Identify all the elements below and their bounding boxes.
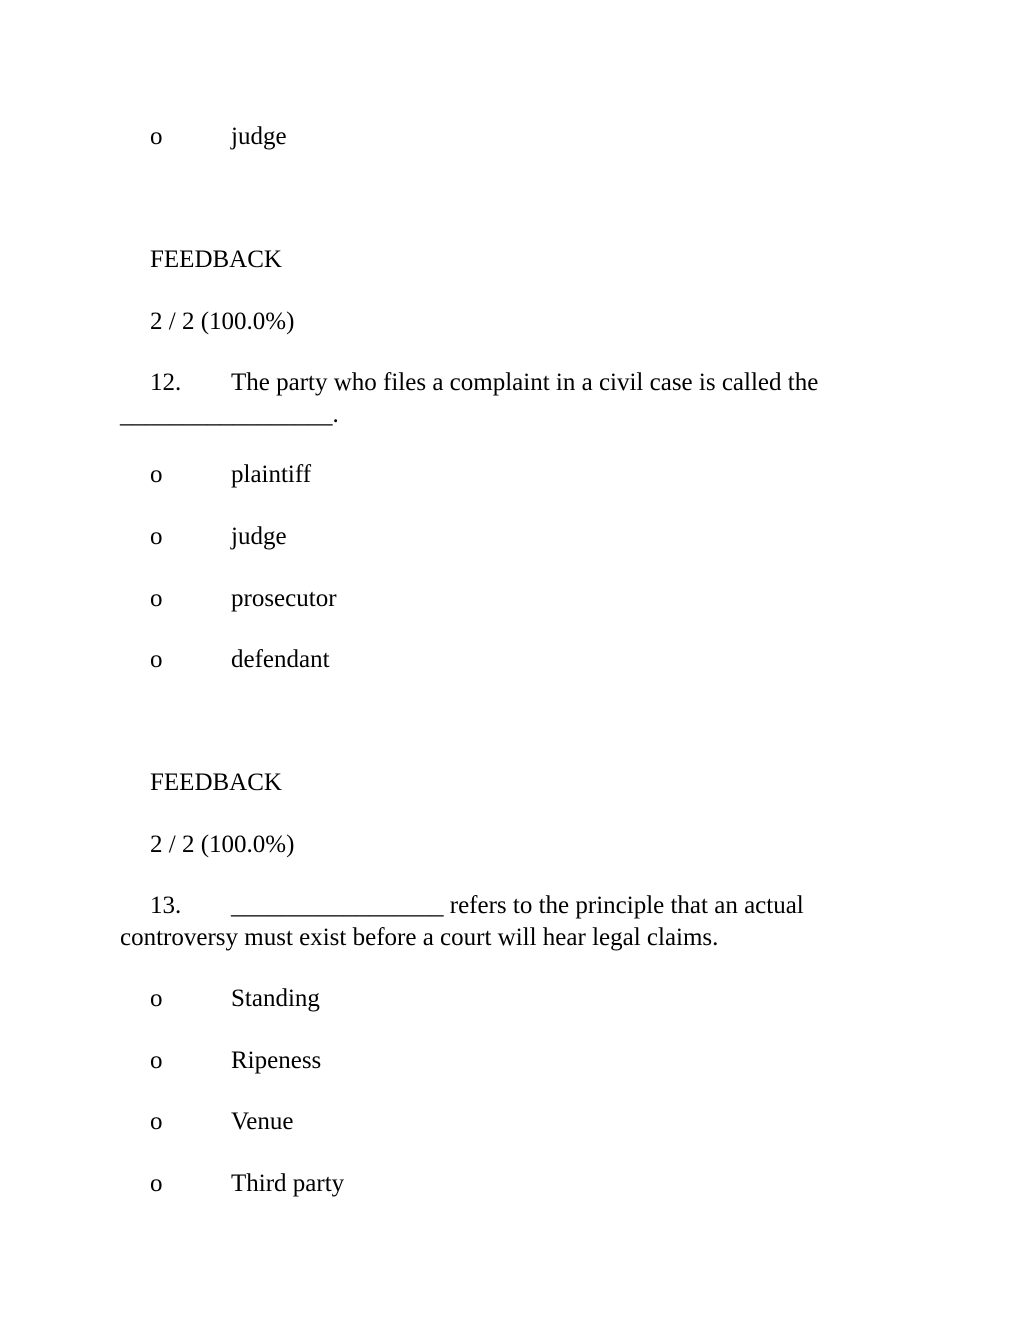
question-text: _________________ refers to the principle that an actual [231,892,804,919]
answer-option: judge [231,123,287,150]
option-marker: o [150,523,163,550]
option-marker: o [150,461,163,488]
feedback-label: FEEDBACK [150,769,282,796]
question-text: The party who files a complaint in a civil case is called the [231,369,819,396]
score-text: 2 / 2 (100.0%) [150,308,295,335]
answer-option: Ripeness [231,1047,322,1074]
question-text-continued: _________________. [120,401,339,428]
question-number: 13. [150,892,182,919]
option-marker: o [150,1170,163,1197]
option-marker: o [150,1047,163,1074]
answer-option: Third party [231,1170,345,1197]
answer-option: defendant [231,646,330,673]
option-marker: o [150,1108,163,1135]
option-marker: o [150,985,163,1012]
answer-option: plaintiff [231,461,312,488]
answer-option: prosecutor [231,585,337,612]
answer-option: judge [231,523,287,550]
option-marker: o [150,123,163,150]
question-text-continued: controversy must exist before a court will hear legal claims. [120,924,719,951]
feedback-label: FEEDBACK [150,246,282,273]
answer-option: Venue [231,1108,294,1135]
option-marker: o [150,646,163,673]
answer-option: Standing [231,985,320,1012]
question-number: 12. [150,369,182,396]
score-text: 2 / 2 (100.0%) [150,831,295,858]
option-marker: o [150,585,163,612]
